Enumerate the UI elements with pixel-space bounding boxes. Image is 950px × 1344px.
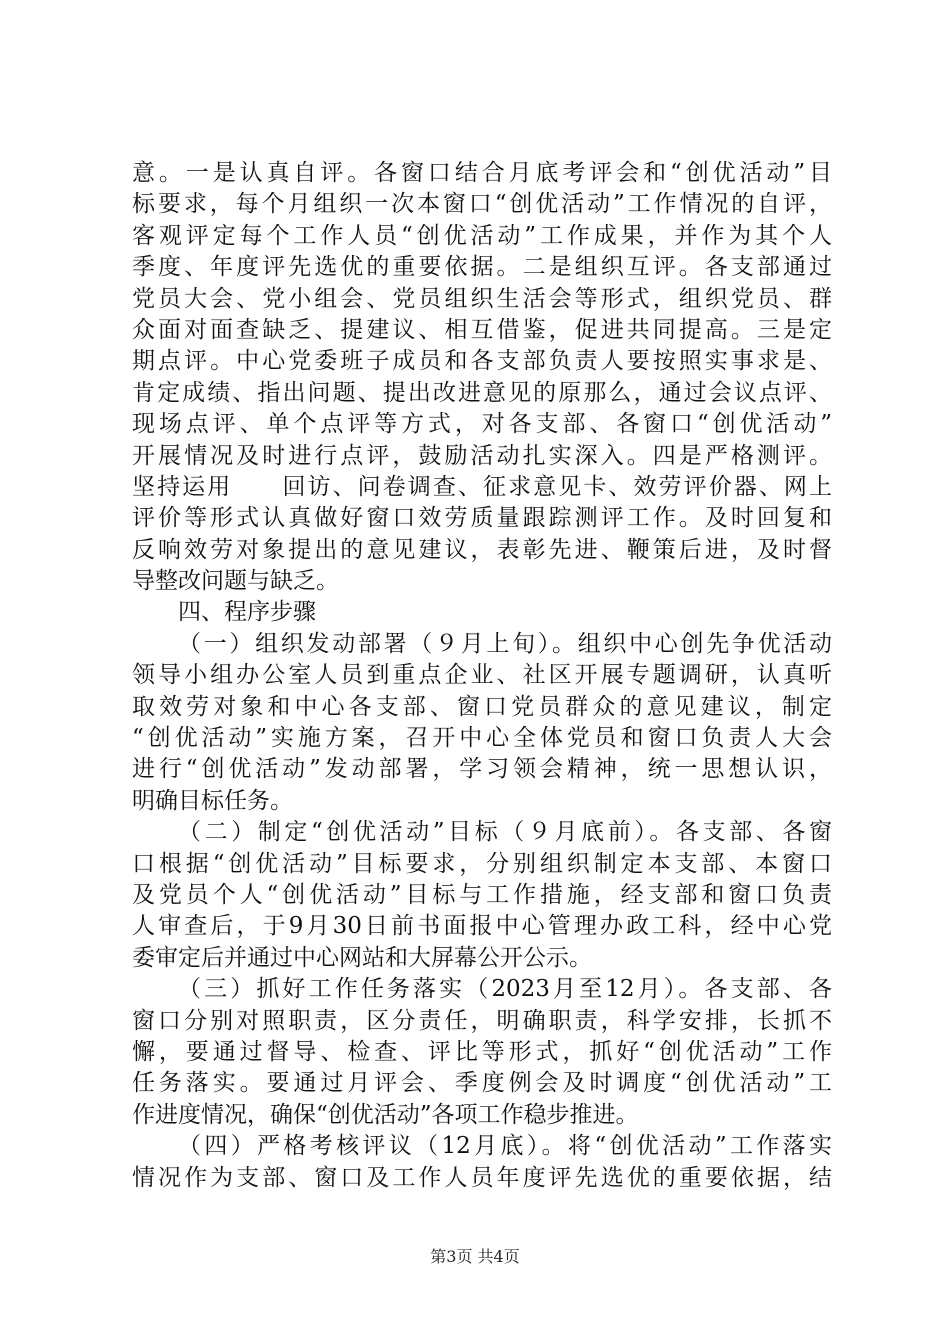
body-line: 肯定成绩、指出问题、提出改进意见的原那么，通过会议点评、 (132, 379, 832, 406)
body-line: （三）抓好工作任务落实（2023月至12月）。各支部、各 (178, 976, 832, 1003)
body-line: 季度、年度评先选优的重要依据。二是组织互评。各支部通过 (132, 254, 832, 281)
body-line: 领导小组办公室人员到重点企业、社区开展专题调研，认真听 (132, 662, 832, 689)
body-line: 评价等形式认真做好窗口效劳质量跟踪测评工作。及时回复和 (132, 505, 832, 532)
body-line: 开展情况及时进行点评，鼓励活动扎实深入。四是严格测评。 (132, 442, 832, 469)
body-line: 现场点评、单个点评等方式，对各支部、各窗口“创优活动” (132, 411, 832, 438)
body-line: 及党员个人“创优活动”目标与工作措施，经支部和窗口负责 (132, 881, 832, 908)
body-line: 众面对面查缺乏、提建议、相互借鉴，促进共同提高。三是定 (132, 316, 832, 343)
body-line: 导整改问题与缺乏。 (132, 568, 339, 595)
body-line: 情况作为支部、窗口及工作人员年度评先选优的重要依据，结 (132, 1164, 832, 1191)
body-line: 口根据“创优活动”目标要求，分别组织制定本支部、本窗口 (132, 850, 832, 877)
body-line: 懈，要通过督导、检查、评比等形式，抓好“创优活动”工作 (132, 1038, 832, 1065)
body-line: 窗口分别对照职责，区分责任，明确职责，科学安排，长抓不 (132, 1007, 832, 1034)
body-line: 党员大会、党小组会、党员组织生活会等形式，组织党员、群 (132, 285, 832, 312)
body-line: 期点评。中心党委班子成员和各支部负责人要按照实事求是、 (132, 348, 832, 375)
body-line: （二）制定“创优活动”目标（９月底前）。各支部、各窗 (178, 819, 832, 846)
body-line: 进行“创优活动”发动部署，学习领会精神，统一思想认识， (132, 756, 832, 783)
body-line: 任务落实。要通过月评会、季度例会及时调度“创优活动”工 (132, 1070, 832, 1097)
body-line: 取效劳对象和中心各支部、窗口党员群众的意见建议，制定 (132, 693, 832, 720)
body-line: 作进度情况，确保“创优活动”各项工作稳步推进。 (132, 1101, 639, 1128)
section-heading: 四、程序步骤 (178, 599, 316, 626)
body-line: 委审定后并通过中心网站和大屏幕公开公示。 (132, 944, 592, 971)
body-line: 明确目标任务。 (132, 787, 293, 814)
body-line: （一）组织发动部署（９月上旬）。组织中心创先争优活动 (178, 630, 832, 657)
body-line: 反响效劳对象提出的意见建议，表彰先进、鞭策后进，及时督 (132, 536, 832, 563)
page-number-footer: 第3页 共4页 (430, 1247, 520, 1266)
document-body (132, 158, 832, 1194)
body-line: 意。一是认真自评。各窗口结合月底考评会和“创优活动”目 (132, 160, 832, 186)
body-line: “创优活动”实施方案，召开中心全体党员和窗口负责人大会 (132, 725, 832, 752)
body-line: 客观评定每个工作人员“创优活动”工作成果，并作为其个人 (132, 222, 832, 249)
body-line: 标要求，每个月组织一次本窗口“创优活动”工作情况的自评， (132, 191, 832, 218)
body-line: （四）严格考核评议（12月底）。将“创优活动”工作落实 (178, 1133, 832, 1160)
body-line: 人审查后，于9月30日前书面报中心管理办政工科，经中心党 (132, 913, 832, 940)
body-line: 坚持运用 回访、问卷调查、征求意见卡、效劳评价器、网上 (132, 473, 832, 500)
